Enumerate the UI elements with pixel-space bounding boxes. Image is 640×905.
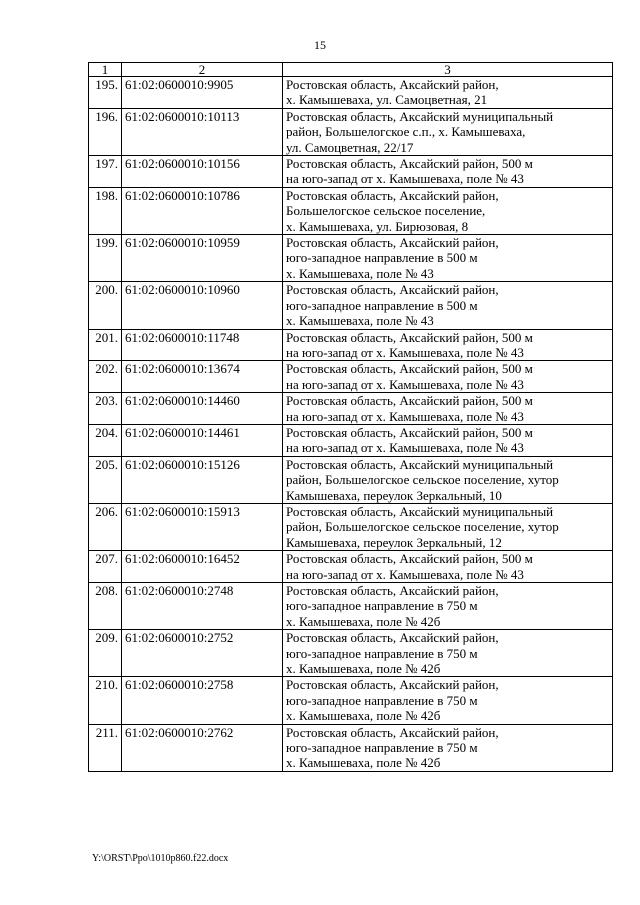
row-number: 209.: [89, 630, 122, 677]
row-number: 198.: [89, 187, 122, 234]
cadastral-number: 61:02:0600010:14461: [122, 424, 283, 456]
row-number: 195.: [89, 77, 122, 109]
address-cell: Ростовская область, Аксайский район, юго-западное направление в 500 м х. Камышеваха, поле № 43: [283, 282, 613, 329]
row-number: 206.: [89, 503, 122, 550]
table-header-row: [89, 63, 613, 77]
address-cell: Ростовская область, Аксайский муниципальный район, Большелогское сельское поселение, хутор Камышеваха, переулок Зеркальный, 10: [283, 456, 613, 503]
row-number: 201.: [89, 329, 122, 361]
address-cell: Ростовская область, Аксайский район, Большелогское сельское поселение, х. Камышеваха, ул. Бирюзовая, 8: [283, 187, 613, 234]
row-number: 203.: [89, 393, 122, 425]
table-row: [89, 551, 613, 583]
cadastral-number: 61:02:0600010:9905: [122, 77, 283, 109]
row-number: 204.: [89, 424, 122, 456]
table-row: [89, 156, 613, 188]
footer-file-path: Y:\ORST\Ppo\1010p860.f22.docx: [92, 853, 229, 864]
table-row: [89, 235, 613, 282]
address-cell: Ростовская область, Аксайский район, юго-западное направление в 500 м х. Камышеваха, поле № 43: [283, 235, 613, 282]
cadastral-number: 61:02:0600010:2762: [122, 724, 283, 771]
row-number: 196.: [89, 108, 122, 155]
column-header-3: 3: [283, 63, 613, 77]
row-number: 200.: [89, 282, 122, 329]
table-row: [89, 77, 613, 109]
cadastral-number: 61:02:0600010:2748: [122, 583, 283, 630]
cadastral-number: 61:02:0600010:10960: [122, 282, 283, 329]
table-row: [89, 424, 613, 456]
row-number: 208.: [89, 583, 122, 630]
table-row: [89, 677, 613, 724]
column-header-1: 1: [89, 63, 122, 77]
address-cell: Ростовская область, Аксайский район, юго-западное направление в 750 м х. Камышеваха, поле № 42б: [283, 724, 613, 771]
cadastral-number: 61:02:0600010:10156: [122, 156, 283, 188]
address-cell: Ростовская область, Аксайский район, 500 м на юго-запад от х. Камышеваха, поле № 43: [283, 329, 613, 361]
table-row: [89, 329, 613, 361]
table-row: [89, 187, 613, 234]
cadastral-number: 61:02:0600010:15126: [122, 456, 283, 503]
table-row: [89, 503, 613, 550]
row-number: 205.: [89, 456, 122, 503]
table-row: [89, 456, 613, 503]
table-row: [89, 282, 613, 329]
address-cell: Ростовская область, Аксайский муниципальный район, Большелогское сельское поселение, хутор Камышеваха, переулок Зеркальный, 12: [283, 503, 613, 550]
cadastral-number: 61:02:0600010:10113: [122, 108, 283, 155]
cadastral-number: 61:02:0600010:16452: [122, 551, 283, 583]
cadastral-number: 61:02:0600010:15913: [122, 503, 283, 550]
table-row: [89, 108, 613, 155]
address-cell: Ростовская область, Аксайский район, юго-западное направление в 750 м х. Камышеваха, поле № 42б: [283, 583, 613, 630]
cadastral-number: 61:02:0600010:2758: [122, 677, 283, 724]
address-cell: Ростовская область, Аксайский район, 500 м на юго-запад от х. Камышеваха, поле № 43: [283, 156, 613, 188]
address-cell: Ростовская область, Аксайский район, 500 м на юго-запад от х. Камышеваха, поле № 43: [283, 551, 613, 583]
cadastral-number: 61:02:0600010:10786: [122, 187, 283, 234]
address-cell: Ростовская область, Аксайский муниципальный район, Большелогское с.п., х. Камышеваха, ул. Самоцветная, 22/17: [283, 108, 613, 155]
address-cell: Ростовская область, Аксайский район, х. Камышеваха, ул. Самоцветная, 21: [283, 77, 613, 109]
table-row: [89, 630, 613, 677]
row-number: 211.: [89, 724, 122, 771]
page-number: 15: [314, 38, 326, 52]
row-number: 207.: [89, 551, 122, 583]
column-header-2: 2: [122, 63, 283, 77]
cadastral-number: 61:02:0600010:10959: [122, 235, 283, 282]
table-row: [89, 361, 613, 393]
registry-table: [88, 62, 613, 772]
address-cell: Ростовская область, Аксайский район, 500 м на юго-запад от х. Камышеваха, поле № 43: [283, 424, 613, 456]
cadastral-number: 61:02:0600010:11748: [122, 329, 283, 361]
cadastral-number: 61:02:0600010:2752: [122, 630, 283, 677]
address-cell: Ростовская область, Аксайский район, юго-западное направление в 750 м х. Камышеваха, поле № 42б: [283, 630, 613, 677]
row-number: 199.: [89, 235, 122, 282]
cadastral-number: 61:02:0600010:14460: [122, 393, 283, 425]
row-number: 197.: [89, 156, 122, 188]
cadastral-number: 61:02:0600010:13674: [122, 361, 283, 393]
table-row: [89, 393, 613, 425]
table-row: [89, 724, 613, 771]
address-cell: Ростовская область, Аксайский район, 500 м на юго-запад от х. Камышеваха, поле № 43: [283, 393, 613, 425]
row-number: 210.: [89, 677, 122, 724]
address-cell: Ростовская область, Аксайский район, юго-западное направление в 750 м х. Камышеваха, поле № 42б: [283, 677, 613, 724]
table-row: [89, 583, 613, 630]
address-cell: Ростовская область, Аксайский район, 500 м на юго-запад от х. Камышеваха, поле № 43: [283, 361, 613, 393]
row-number: 202.: [89, 361, 122, 393]
